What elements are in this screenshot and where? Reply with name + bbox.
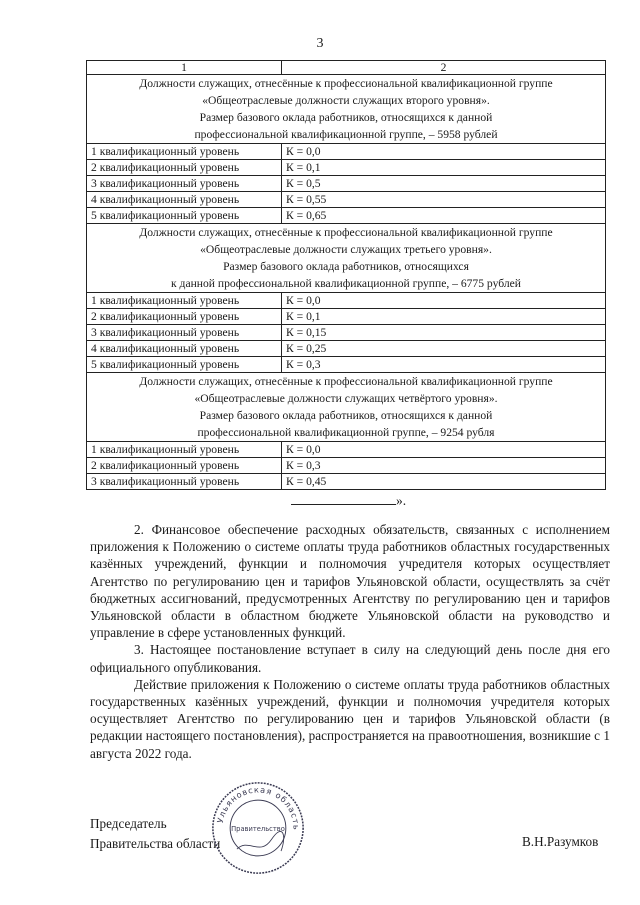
coefficient-cell: К = 0,1	[282, 309, 606, 325]
qualification-level-cell: 1 квалификационный уровень	[87, 293, 282, 309]
qualification-level-cell: 1 квалификационный уровень	[87, 442, 282, 458]
qualification-level-cell: 4 квалификационный уровень	[87, 192, 282, 208]
qualification-level-cell: 2 квалификационный уровень	[87, 160, 282, 176]
group-heading-line: «Общеотраслевые должности служащих третьего уровня».	[200, 243, 492, 256]
coefficient-cell: К = 0,0	[282, 144, 606, 160]
coefficient-cell: К = 0,65	[282, 208, 606, 224]
closing-mark	[291, 493, 406, 509]
qualification-level-cell: 3 квалификационный уровень	[87, 325, 282, 341]
group-heading-row	[87, 224, 606, 293]
qualification-table	[86, 60, 606, 490]
paragraph-2: 2. Финансовое обеспечение расходных обязательств, связанных с исполнением приложения к Положению о системе оплаты труда работников областных государственных казённых учреждений, функции и полномочия учредителя которых осуществляет Агентство по регулированию цен и тарифов Ульяновской области, осуществлять за счёт бюджетных ассигнований, предусмотренных Агентству по регулированию цен и тарифов Ульяновской области в областном бюджете Ульяновской области на руководство и управление в сфере установленных функций.	[90, 522, 610, 641]
seal-ring-text: Ульяновская область	[214, 784, 302, 831]
qualification-level-cell: 1 квалификационный уровень	[87, 144, 282, 160]
column-header-2: 2	[282, 61, 606, 75]
group-heading-line: Должности служащих, отнесённые к профессиональной квалификационной группе	[139, 375, 553, 388]
table-row	[87, 309, 606, 325]
qualification-level-cell: 4 квалификационный уровень	[87, 341, 282, 357]
coefficient-cell: К = 0,0	[282, 442, 606, 458]
coefficient-cell: К = 0,55	[282, 192, 606, 208]
group-heading	[87, 75, 606, 144]
group-heading-row	[87, 373, 606, 442]
table-row	[87, 357, 606, 373]
qualification-level-cell: 2 квалификационный уровень	[87, 458, 282, 474]
table-header-row	[87, 61, 606, 75]
paragraph-3: 3. Настоящее постановление вступает в силу на следующий день после дня его официального опубликования.	[90, 642, 610, 675]
signature-title-line2: Правительства области	[90, 836, 221, 851]
table-row	[87, 442, 606, 458]
table-row	[87, 293, 606, 309]
group-heading-line: профессиональной квалификационной группе, – 5958 рублей	[194, 128, 498, 141]
group-heading-line: к данной профессиональной квалификационной группе, – 6775 рублей	[171, 277, 521, 290]
official-seal	[210, 780, 306, 876]
table-row	[87, 341, 606, 357]
table-row	[87, 458, 606, 474]
seal-center-text: Правительство	[231, 824, 285, 833]
coefficient-cell: К = 0,3	[282, 458, 606, 474]
group-heading-line: Размер базового оклада работников, относящихся к данной	[199, 409, 493, 422]
coefficient-cell: К = 0,1	[282, 160, 606, 176]
coefficient-cell: К = 0,5	[282, 176, 606, 192]
table-row	[87, 144, 606, 160]
table-row	[87, 176, 606, 192]
qualification-level-cell: 2 квалификационный уровень	[87, 309, 282, 325]
qualification-level-cell: 3 квалификационный уровень	[87, 176, 282, 192]
table-row	[87, 208, 606, 224]
qualification-level-cell: 5 квалификационный уровень	[87, 208, 282, 224]
group-heading-line: профессиональной квалификационной группе, – 9254 рубля	[197, 426, 495, 439]
paragraph-effect: Действие приложения к Положению о системе оплаты труда работников областных государственных казённых учреждений, функции и полномочия учредителя которых осуществляет Агентство по регулированию цен и тарифов Ульяновской области (в редакции настоящего постановления), распространяется на правоотношения, возникшие с 1 августа 2022 года.	[90, 676, 610, 761]
table-row	[87, 160, 606, 176]
table-row	[87, 192, 606, 208]
group-heading-line: Должности служащих, отнесённые к профессиональной квалификационной группе	[139, 226, 553, 239]
signature-title	[90, 814, 220, 854]
page-number: 3	[316, 36, 324, 51]
group-heading	[87, 373, 606, 442]
body-paragraphs	[90, 521, 610, 762]
group-heading-row	[87, 75, 606, 144]
group-heading-line: «Общеотраслевые должности служащих четвёртого уровня».	[194, 392, 498, 405]
table-row	[87, 474, 606, 490]
table-row	[87, 325, 606, 341]
coefficient-cell: К = 0,15	[282, 325, 606, 341]
group-heading-line: Размер базового оклада работников, относящихся	[223, 260, 469, 273]
closing-underline	[291, 493, 396, 505]
signature-title-line1: Председатель	[90, 816, 167, 831]
qualification-level-cell: 3 квалификационный уровень	[87, 474, 282, 490]
signatory-name: В.Н.Разумков	[522, 834, 599, 849]
coefficient-cell: К = 0,0	[282, 293, 606, 309]
qualification-level-cell: 5 квалификационный уровень	[87, 357, 282, 373]
group-heading-line: Размер базового оклада работников, относящихся к данной	[199, 111, 493, 124]
group-heading	[87, 224, 606, 293]
coefficient-cell: К = 0,25	[282, 341, 606, 357]
coefficient-cell: К = 0,3	[282, 357, 606, 373]
group-heading-line: «Общеотраслевые должности служащих второго уровня».	[202, 94, 490, 107]
group-heading-line: Должности служащих, отнесённые к профессиональной квалификационной группе	[139, 77, 553, 90]
column-header-1: 1	[87, 61, 282, 75]
closing-quote: ».	[396, 493, 407, 508]
coefficient-cell: К = 0,45	[282, 474, 606, 490]
